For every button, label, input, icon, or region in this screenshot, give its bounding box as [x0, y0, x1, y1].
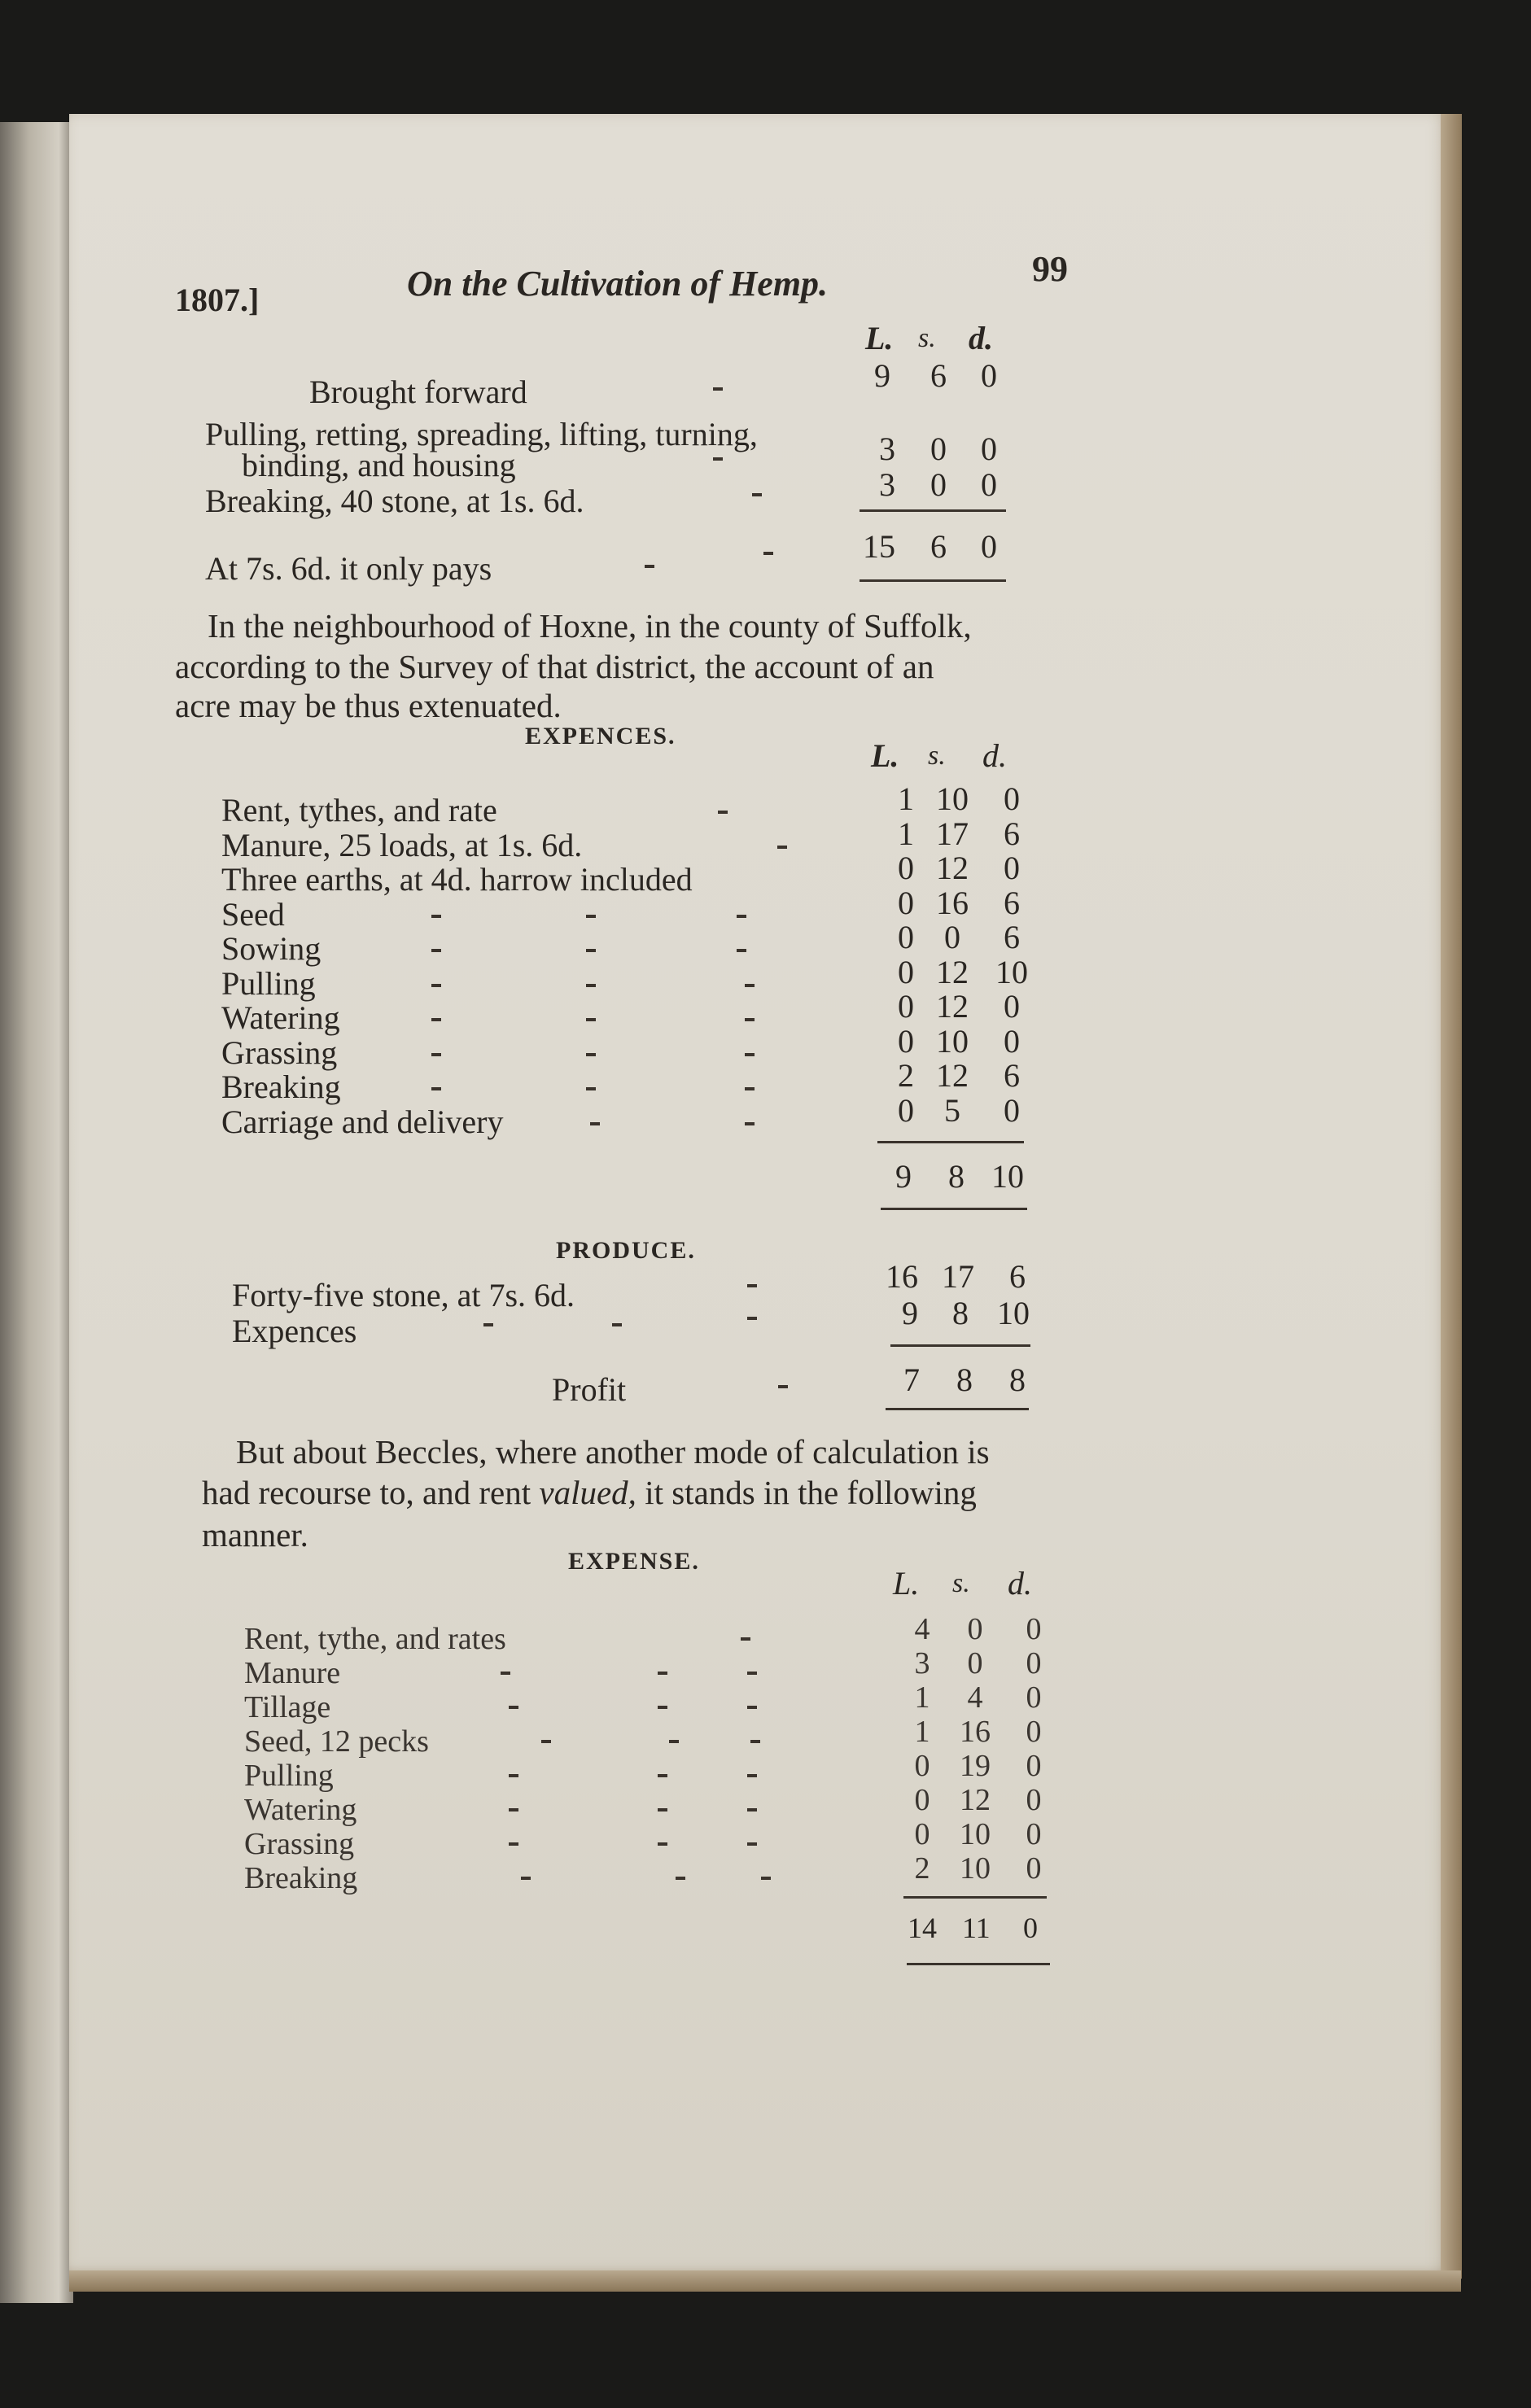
value-pounds: 9	[902, 1295, 918, 1331]
value-pounds: 0	[914, 1817, 930, 1851]
section-heading: EXPENSE.	[568, 1548, 700, 1575]
value-pounds: 0	[898, 1091, 914, 1129]
total-pence: 0	[981, 528, 997, 565]
expences-row-label: Watering	[221, 999, 340, 1036]
leader-dash	[658, 1706, 667, 1709]
row-label: Expences	[232, 1313, 357, 1349]
leader-dash	[752, 493, 762, 496]
value-shillings: 19	[960, 1749, 991, 1783]
leader-dash	[431, 1018, 441, 1021]
page-edge	[1441, 114, 1462, 2279]
sum-rule	[877, 1141, 1024, 1143]
paragraph-line: according to the Survey of that district, the account of an	[175, 648, 934, 685]
profit-label: Profit	[552, 1371, 627, 1408]
value-pounds: 9	[874, 357, 890, 394]
leader-dash	[586, 949, 596, 952]
value-pence: 6	[1009, 1258, 1026, 1295]
leader-dash	[586, 984, 596, 987]
leader-dash	[431, 915, 441, 918]
value-pounds: 3	[879, 430, 895, 467]
value-pounds: 1	[898, 780, 914, 817]
sum-rule	[881, 1208, 1027, 1210]
total-pounds: 9	[895, 1158, 912, 1195]
value-pounds: 1	[914, 1715, 930, 1749]
leader-dash	[763, 552, 773, 555]
leader-dash	[745, 1122, 755, 1125]
col-header-pence: d.	[982, 737, 1007, 774]
value-pence: 0	[1026, 1749, 1042, 1783]
value-pence: 0	[1004, 850, 1020, 886]
leader-dash	[658, 1808, 667, 1811]
leader-dash	[431, 984, 441, 987]
leader-dash	[586, 1087, 596, 1090]
leader-dash	[586, 915, 596, 918]
leader-dash	[745, 1087, 755, 1090]
expense-row-label: Rent, tythe, and rates	[244, 1622, 506, 1656]
leader-dash	[521, 1877, 531, 1880]
value-shillings: 5	[944, 1091, 960, 1129]
value-shillings: 16	[936, 884, 969, 921]
value-pounds: 0	[914, 1783, 930, 1817]
value-pence: 0	[981, 357, 997, 394]
col-header-pence: d.	[969, 320, 993, 356]
expences-row-label: Three earths, at 4d. harrow included	[221, 861, 693, 898]
row-label: Pulling, retting, spreading, lifting, turning,	[205, 416, 758, 452]
leader-dash	[778, 1385, 788, 1388]
value-pounds: 0	[898, 1022, 914, 1060]
value-shillings: 0	[930, 466, 947, 503]
book-spine	[0, 122, 73, 2303]
paragraph-line: acre may be thus extenuated.	[175, 687, 562, 724]
value-pence: 0	[1004, 1091, 1020, 1129]
expense-row-label: Pulling	[244, 1759, 334, 1793]
value-pounds: 0	[898, 919, 914, 955]
row-label: Brought forward	[309, 374, 527, 410]
running-head-title: On the Cultivation of Hemp.	[407, 264, 829, 304]
row-label: Forty-five stone, at 7s. 6d.	[232, 1277, 575, 1313]
leader-dash	[747, 1842, 757, 1846]
value-shillings: 17	[936, 815, 969, 852]
running-head-year: 1807.]	[175, 282, 260, 318]
leader-dash	[761, 1877, 771, 1880]
sum-rule	[907, 1963, 1050, 1965]
value-pence: 0	[981, 466, 997, 503]
value-shillings: 10	[936, 1022, 969, 1060]
value-shillings: 12	[936, 988, 969, 1025]
value-pence: 0	[1004, 780, 1020, 817]
leader-dash	[747, 1317, 757, 1320]
expences-row-label: Rent, tythes, and rate	[221, 792, 497, 828]
sum-rule	[886, 1408, 1029, 1410]
value-pence: 6	[1004, 815, 1020, 852]
leader-dash	[658, 1672, 667, 1675]
value-pence: 0	[1026, 1817, 1042, 1851]
value-shillings: 12	[936, 850, 969, 886]
leader-dash	[737, 949, 746, 952]
value-pence: 0	[1026, 1783, 1042, 1817]
section-heading: PRODUCE.	[556, 1237, 696, 1264]
value-pence: 0	[1026, 1715, 1042, 1749]
leader-dash	[509, 1706, 518, 1709]
value-pence: 6	[1004, 884, 1020, 921]
value-pounds: 0	[914, 1749, 930, 1783]
expense-row-label: Seed, 12 pecks	[244, 1724, 429, 1759]
value-pence: 0	[981, 430, 997, 467]
value-shillings: 0	[967, 1646, 983, 1680]
total-pounds: 14	[908, 1912, 937, 1944]
value-shillings: 10	[960, 1851, 991, 1886]
col-header-shillings: s.	[952, 1568, 970, 1598]
value-pounds: 0	[898, 884, 914, 921]
value-pounds: 0	[898, 850, 914, 886]
value-pence: 6	[1004, 1057, 1020, 1094]
leader-dash	[747, 1808, 757, 1811]
value-pence: 0	[1026, 1680, 1042, 1715]
paragraph-line: But about Beccles, where another mode of calculation is	[236, 1433, 990, 1471]
leader-dash	[745, 1018, 755, 1021]
profit-pence: 8	[1009, 1361, 1026, 1398]
expense-row-label: Watering	[244, 1793, 357, 1827]
value-pence: 0	[1026, 1612, 1042, 1646]
leader-dash	[590, 1122, 600, 1125]
leader-dash	[741, 1637, 750, 1641]
col-header-shillings: s.	[918, 323, 936, 353]
value-pounds: 0	[898, 953, 914, 990]
value-shillings: 17	[942, 1258, 974, 1295]
leader-dash	[676, 1877, 685, 1880]
value-shillings: 10	[960, 1817, 991, 1851]
leader-dash	[750, 1740, 760, 1743]
page-bottom-edge	[69, 2270, 1461, 2292]
expences-row-label: Seed	[221, 895, 285, 933]
col-header-pounds: L.	[893, 1565, 920, 1602]
leader-dash	[483, 1323, 493, 1326]
paragraph-line: In the neighbourhood of Hoxne, in the county of Suffolk,	[208, 607, 972, 645]
leader-dash	[509, 1774, 518, 1777]
value-shillings: 12	[960, 1783, 991, 1817]
col-header-pounds: L.	[871, 737, 899, 774]
value-shillings: 6	[930, 357, 947, 394]
expences-row-label: Carriage and delivery	[221, 1103, 504, 1140]
value-shillings: 0	[930, 430, 947, 467]
leader-dash	[658, 1842, 667, 1846]
profit-pounds: 7	[903, 1361, 920, 1398]
value-pounds: 2	[898, 1057, 914, 1094]
expences-row-label: Sowing	[221, 930, 322, 967]
total-shillings: 11	[962, 1912, 991, 1944]
value-pounds: 2	[914, 1851, 930, 1886]
value-shillings: 8	[952, 1295, 969, 1331]
expences-row-label: Breaking	[221, 1069, 341, 1105]
value-shillings: 0	[944, 919, 960, 955]
leader-dash	[501, 1672, 510, 1675]
value-pence: 10	[997, 1295, 1030, 1331]
leader-dash	[541, 1740, 551, 1743]
value-pounds: 3	[879, 466, 895, 503]
total-pence: 10	[991, 1158, 1024, 1195]
expense-row-label: Breaking	[244, 1861, 358, 1895]
leader-dash	[586, 1018, 596, 1021]
profit-shillings: 8	[956, 1361, 973, 1398]
value-shillings: 4	[967, 1680, 983, 1715]
col-header-pounds: L.	[865, 320, 894, 356]
col-header-shillings: s.	[928, 741, 946, 771]
leader-dash	[431, 1053, 441, 1056]
value-pounds: 3	[914, 1646, 930, 1680]
value-pounds: 16	[886, 1258, 918, 1295]
section-heading: EXPENCES.	[525, 723, 676, 749]
sum-rule	[860, 509, 1006, 512]
paragraph-line: had recourse to, and rent valued, it stands in the following	[202, 1474, 977, 1511]
value-pounds: 1	[898, 815, 914, 852]
value-shillings: 10	[936, 780, 969, 817]
leader-dash	[747, 1672, 757, 1675]
value-pence: 0	[1026, 1851, 1042, 1886]
value-pounds: 4	[914, 1612, 930, 1646]
leader-dash	[658, 1774, 667, 1777]
expences-row-label: Manure, 25 loads, at 1s. 6d.	[221, 826, 583, 863]
total-pounds: 15	[863, 528, 895, 565]
value-shillings: 12	[936, 1057, 969, 1094]
expences-row-label: Grassing	[221, 1034, 338, 1071]
leader-dash	[431, 1087, 441, 1090]
total-label: At 7s. 6d. it only pays	[205, 550, 492, 587]
value-pence: 0	[1004, 988, 1020, 1025]
row-label-continued: binding, and housing	[242, 447, 516, 483]
sum-rule	[860, 579, 1006, 582]
leader-dash	[669, 1740, 679, 1743]
leader-dash	[737, 915, 746, 918]
leader-dash	[745, 984, 755, 987]
leader-dash	[718, 811, 728, 814]
expense-row-label: Tillage	[244, 1690, 331, 1724]
expense-row-label: Manure	[244, 1656, 341, 1690]
leader-dash	[747, 1706, 757, 1709]
leader-dash	[431, 949, 441, 952]
col-header-pence: d.	[1008, 1565, 1032, 1602]
value-pence: 0	[1004, 1022, 1020, 1060]
value-shillings: 0	[967, 1612, 983, 1646]
leader-dash	[645, 565, 654, 568]
value-pence: 0	[1026, 1646, 1042, 1680]
row-label: Breaking, 40 stone, at 1s. 6d.	[205, 483, 584, 519]
expences-row-label: Pulling	[221, 964, 316, 1002]
leader-dash	[509, 1808, 518, 1811]
value-pence: 6	[1004, 919, 1020, 955]
value-pence: 10	[995, 953, 1028, 990]
paragraph-line: manner.	[202, 1516, 308, 1554]
leader-dash	[747, 1284, 757, 1287]
value-pounds: 1	[914, 1680, 930, 1715]
expense-row-label: Grassing	[244, 1827, 355, 1861]
leader-dash	[713, 457, 723, 461]
leader-dash	[509, 1842, 518, 1846]
total-shillings: 8	[948, 1158, 965, 1195]
total-shillings: 6	[930, 528, 947, 565]
total-pence: 0	[1023, 1912, 1038, 1944]
leader-dash	[713, 387, 723, 391]
leader-dash	[777, 846, 787, 849]
leader-dash	[586, 1053, 596, 1056]
leader-dash	[612, 1323, 622, 1326]
page-number: 99	[1032, 249, 1068, 289]
sum-rule	[903, 1896, 1047, 1899]
value-shillings: 12	[936, 953, 969, 990]
leader-dash	[747, 1774, 757, 1777]
leader-dash	[745, 1053, 755, 1056]
sum-rule	[890, 1344, 1030, 1347]
value-shillings: 16	[960, 1715, 991, 1749]
value-pounds: 0	[898, 988, 914, 1025]
